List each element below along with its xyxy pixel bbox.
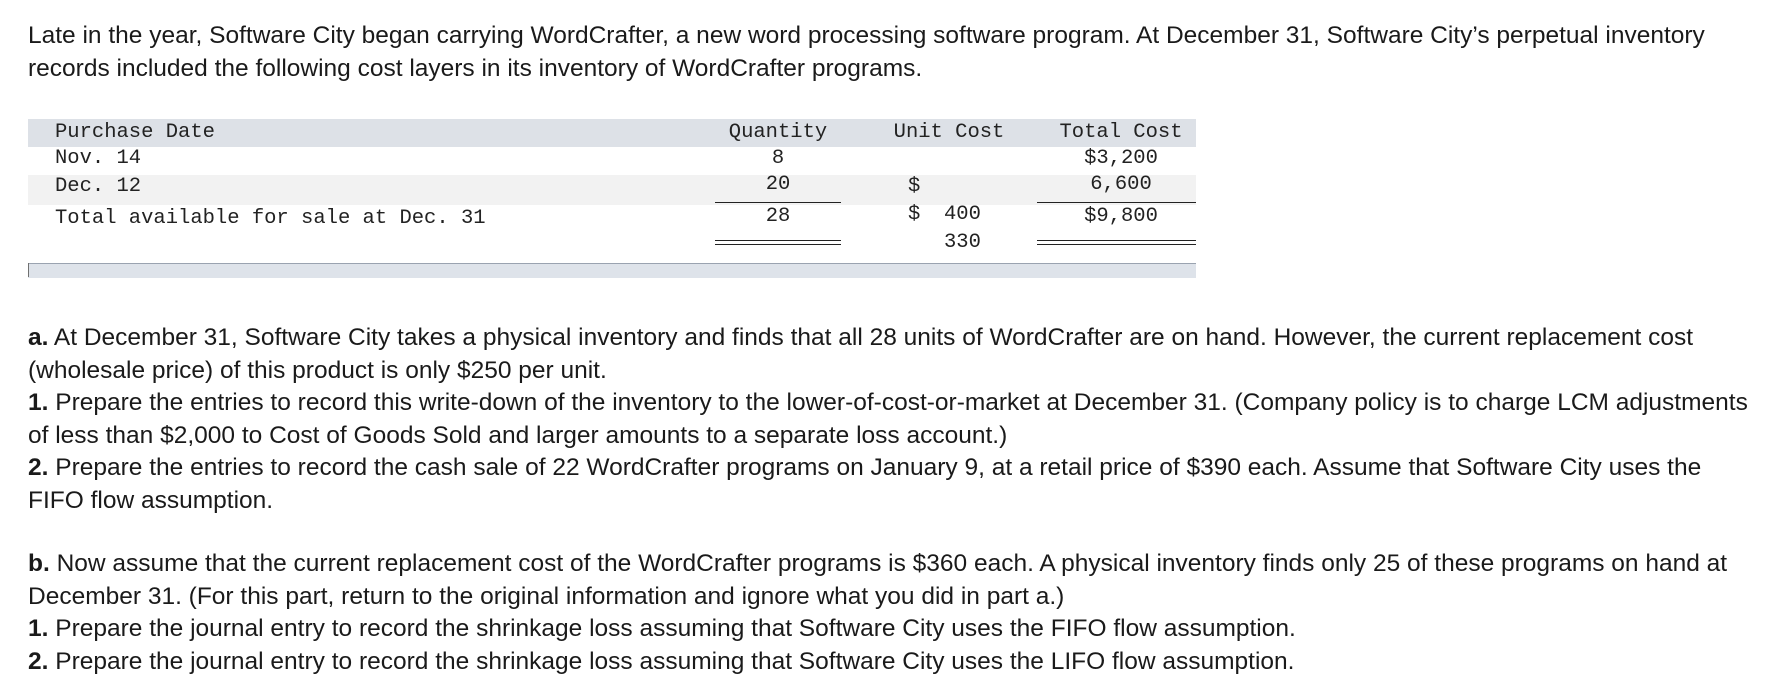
- part-a-label: a.: [28, 324, 49, 351]
- row-total-cost: 6,600: [1090, 173, 1152, 196]
- unit-cost-value: 330: [944, 231, 981, 254]
- item-number: 1.: [28, 615, 49, 642]
- row-total-cost: $3,200: [1084, 147, 1158, 170]
- part-b-text: Now assume that the current replacement cost of the WordCrafter programs is $360 each. A physical inventory finds only 25 of these programs on hand at December 31. (For this part, return to the original information and ignore what you did in part a.): [28, 550, 1728, 610]
- total-cost-double-underline: [1037, 240, 1196, 245]
- header-unit-cost: Unit Cost: [893, 121, 1005, 144]
- item-text: Prepare the journal entry to record the shrinkage loss assuming that Software City uses the LIFO flow assumption.: [48, 647, 1295, 675]
- part-b-label: b.: [28, 550, 50, 577]
- part-a-intro: [28, 322, 1748, 387]
- intro-paragraph: [28, 20, 1748, 85]
- intro-text: Late in the year, Software City began carrying WordCrafter, a new word processing software program. At December 31, Software City’s perpetual inventory records included the following cost layers in its inventory of WordCrafter programs.: [28, 22, 1705, 82]
- part-b-section: [28, 548, 1748, 678]
- part-a-item-1: [28, 387, 1748, 452]
- row-quantity: 20: [765, 173, 791, 196]
- header-purchase-date: Purchase Date: [55, 121, 215, 144]
- header-total-cost: Total Cost: [1059, 121, 1183, 144]
- item-number: 1.: [28, 389, 49, 416]
- table-scrollbar[interactable]: [28, 263, 1196, 278]
- row-date: Dec. 12: [55, 175, 142, 198]
- part-b-intro: [28, 548, 1748, 613]
- total-cost-sum: $9,800: [1084, 205, 1158, 228]
- item-text: Prepare the journal entry to record the shrinkage loss assuming that Software City uses the FIFO flow assumption.: [48, 615, 1296, 642]
- part-a-section: [28, 322, 1748, 517]
- unit-cost-value: 400: [944, 203, 981, 226]
- total-quantity: 28: [765, 205, 791, 228]
- dollar-sign: $: [908, 175, 921, 198]
- header-quantity: Quantity: [728, 121, 828, 144]
- row-quantity: 8: [771, 147, 785, 170]
- item-number: 2.: [28, 647, 49, 675]
- item-text: Prepare the entries to record this write-down of the inventory to the lower-of-cost-or-market at December 31. (Company policy is to charge LCM adjustments of less than $2,000 to Cost of Goods Sold and larger amounts to a separate loss account.): [28, 389, 1748, 449]
- scrollbar-edge: [28, 263, 29, 277]
- part-a-text: At December 31, Software City takes a physical inventory and finds that all 28 units of WordCrafter are on hand. However, the current replacement cost (wholesale price) of this product is only $250 per unit.: [28, 324, 1694, 384]
- item-number: 2.: [28, 454, 49, 481]
- quantity-double-underline: [715, 240, 841, 245]
- inventory-table: [28, 119, 1196, 277]
- item-text: Prepare the entries to record the cash sale of 22 WordCrafter programs on January 9, at a retail price of $390 each. Assume that Software City uses the FIFO flow assumption.: [28, 454, 1702, 514]
- part-b-item-1: [28, 613, 1748, 646]
- dollar-sign: $: [908, 203, 921, 226]
- total-row-label: Total available for sale at Dec. 31: [55, 207, 486, 230]
- row-date: Nov. 14: [55, 147, 142, 170]
- part-a-item-2: [28, 452, 1748, 517]
- part-b-item-2: [28, 646, 1748, 679]
